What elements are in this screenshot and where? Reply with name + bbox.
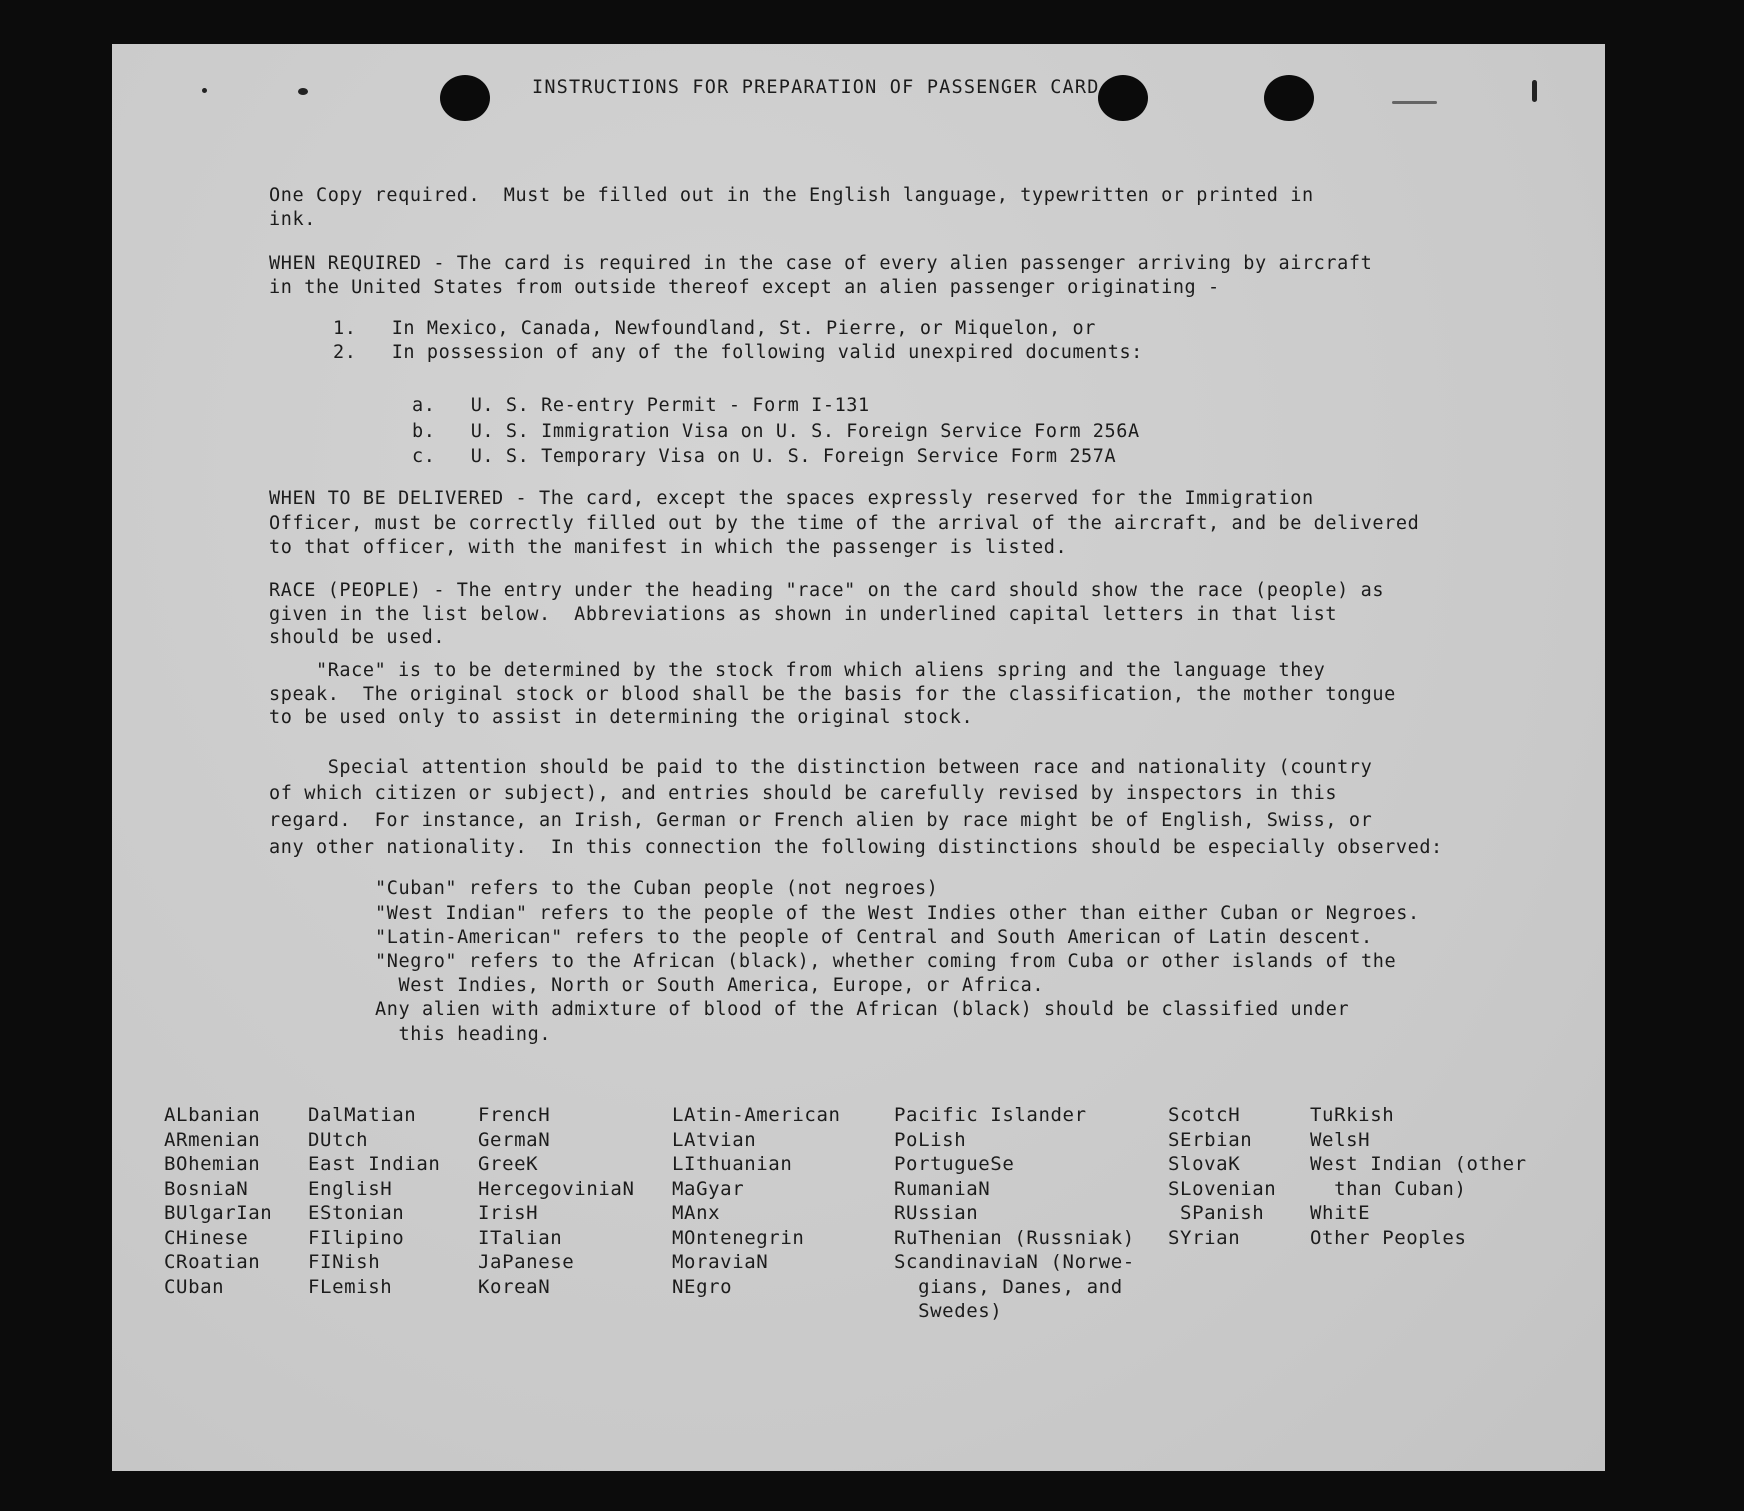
race-item: ITalian [478, 1226, 563, 1249]
race-item: ScandinaviaN (Norwe- [894, 1251, 1135, 1273]
race-item: GreeK [478, 1153, 539, 1175]
page-title: INSTRUCTIONS FOR PREPARATION OF PASSENGER CARD [532, 77, 1100, 98]
race-item: FINish [308, 1251, 381, 1273]
race-column-3 [478, 1054, 635, 1348]
lettered-list: a. U. S. Re-entry Permit - Form I-131 b. U. S. Immigration Visa on U. S. Foreign Service Form 256A c. U. S. Temporary Visa on U. S. Foreign Service Form 257A [412, 395, 1140, 467]
race-paragraph: RACE (PEOPLE) - The entry under the heading "race" on the card should show the race (people) as given in the list below. Abbreviations as shown in underlined capital letters in that list should be used. [269, 580, 1385, 648]
punch-hole [1264, 75, 1314, 121]
race-item: SPanish [1168, 1202, 1265, 1224]
race-item: ALbanian [164, 1104, 261, 1126]
race-item: HercegoviniaN [478, 1177, 635, 1200]
race-item: DalMatian [308, 1104, 417, 1126]
race-item: LAtin-American [672, 1104, 841, 1126]
race-item: NEgro [672, 1275, 733, 1298]
race-item: FrencH [478, 1104, 551, 1126]
race-item: FIlipino [308, 1226, 405, 1249]
race-item: BosniaN [164, 1177, 249, 1200]
race-item: LAtvian [672, 1128, 757, 1151]
race-column-1 [164, 1054, 272, 1348]
race-item: WelsH [1310, 1128, 1371, 1151]
race-item: CHinese [164, 1226, 249, 1249]
race-item: BOhemian [164, 1153, 261, 1175]
race-item: LIthuanian [672, 1153, 793, 1175]
race-item: KoreaN [478, 1275, 551, 1298]
race-item: TuRkish [1310, 1104, 1395, 1126]
race-item: MAnx [672, 1202, 721, 1224]
paper-speck [1532, 80, 1537, 102]
race-stock-paragraph: "Race" is to be determined by the stock from which aliens spring and the language they speak. The original stock or blood shall be the basis for the classification, the mother tongue to be used only to assist in determining the original stock. [269, 660, 1396, 728]
race-item: MaGyar [672, 1177, 745, 1200]
race-item: PoLish [894, 1128, 967, 1151]
race-item: SYrian [1168, 1226, 1241, 1249]
race-item: FLemish [308, 1275, 393, 1298]
race-item: CUban [164, 1275, 225, 1298]
when-delivered-paragraph: WHEN TO BE DELIVERED - The card, except the spaces expressly reserved for the Immigration Officer, must be correctly filled out by the time of the arrival of the aircraft, and be delivered to that officer, with the manifest in which the passenger is listed. [269, 488, 1420, 558]
paper-speck [298, 88, 308, 95]
special-attention-paragraph: Special attention should be paid to the distinction between race and nationality (country of which citizen or subject), and entries should be carefully revised by inspectors in this regard. For instance, an Irish, German or French alien by race might be of English, Swiss, or any other nationality. In this connection the following distinctions should be especially observed: [269, 756, 1443, 858]
race-item: GermaN [478, 1128, 551, 1151]
race-item: gians, Danes, and [894, 1275, 1123, 1298]
race-item: BUlgarIan [164, 1202, 273, 1224]
race-item: MOntenegrin [672, 1226, 805, 1249]
race-item: JaPanese [478, 1251, 575, 1273]
race-column-6 [1168, 1054, 1276, 1299]
race-item: MoraviaN [672, 1251, 769, 1273]
race-item: RumaniaN [894, 1177, 991, 1200]
race-item: EnglisH [308, 1177, 393, 1200]
distinctions-list: "Cuban" refers to the Cuban people (not negroes) "West Indian" refers to the people of the West Indies other than either Cuban or Negroes. "Latin-American" refers to the people of Central and South American of Latin descent. "Negro" refers to the African (black), whether coming from Cuba or other islands of the West Indies, North or South America, Europe, or Africa. Any alien with admixture of blood of the African (black) should be classified under this heading. [375, 878, 1420, 1045]
race-item: RUssian [894, 1202, 979, 1224]
race-item: East Indian [308, 1153, 441, 1175]
race-item: than Cuban) [1310, 1177, 1467, 1200]
race-item: PortugueSe [894, 1153, 1015, 1175]
race-item: Other Peoples [1310, 1226, 1467, 1249]
when-required-paragraph: WHEN REQUIRED - The card is required in the case of every alien passenger arriving by aircraft in the United States from outside thereof except an alien passenger originating - [269, 253, 1373, 298]
race-item: Pacific Islander [894, 1104, 1087, 1126]
race-item: EStonian [308, 1202, 405, 1224]
race-column-2 [308, 1054, 440, 1348]
race-item: SlovaK [1168, 1153, 1241, 1175]
race-item: DUtch [308, 1128, 369, 1151]
race-item: ScotcH [1168, 1104, 1241, 1126]
race-item: RuThenian (Russniak) [894, 1226, 1135, 1249]
paper-speck [202, 88, 207, 93]
punch-hole [440, 75, 490, 121]
race-item: SLovenian [1168, 1177, 1277, 1200]
race-item: CRoatian [164, 1251, 261, 1273]
race-item: West Indian (other [1310, 1153, 1527, 1175]
race-item: ARmenian [164, 1128, 261, 1151]
intro-paragraph: One Copy required. Must be filled out in the English language, typewritten or printed in ink. [269, 185, 1314, 230]
document-page [112, 44, 1605, 1471]
numbered-list: 1. In Mexico, Canada, Newfoundland, St. Pierre, or Miquelon, or 2. In possession of any of the following valid unexpired documents: [333, 318, 1143, 363]
race-column-4 [672, 1054, 841, 1348]
paper-speck [1392, 101, 1437, 104]
race-item: Swedes) [894, 1300, 1003, 1322]
race-column-5 [894, 1054, 1135, 1373]
race-item: SErbian [1168, 1128, 1253, 1151]
race-item: WhitE [1310, 1202, 1371, 1224]
race-column-7 [1310, 1054, 1527, 1299]
race-item: IrisH [478, 1202, 539, 1224]
